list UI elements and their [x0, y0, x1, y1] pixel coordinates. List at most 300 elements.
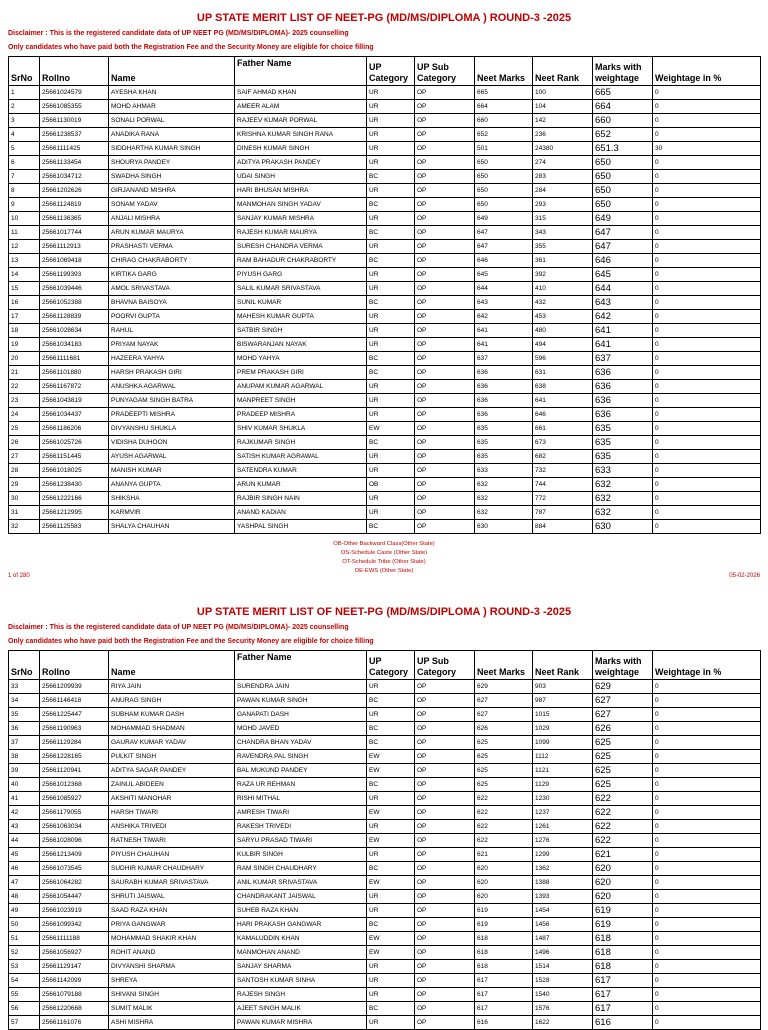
cell-srno: 15 — [9, 282, 40, 296]
table-row — [9, 974, 761, 988]
cell-up-category: EW — [367, 422, 415, 436]
cell-up-category: UR — [367, 960, 415, 974]
cell-weightage: 0 — [653, 296, 761, 310]
cell-rollno: 25661161076 — [40, 1016, 109, 1030]
cell-rollno: 25661130019 — [40, 114, 109, 128]
cell-name: SUDHIR KUMAR CHAUDHARY — [109, 862, 235, 876]
cell-neet-marks: 636 — [475, 366, 533, 380]
cell-name: PRADEEPTI MISHRA — [109, 408, 235, 422]
table-row — [9, 750, 761, 764]
cell-neet-rank: 1487 — [533, 932, 593, 946]
cell-rollno: 25661101880 — [40, 366, 109, 380]
cell-weightage: 0 — [653, 324, 761, 338]
cell-rollno: 25661056927 — [40, 946, 109, 960]
disclaimer-text: Disclaimer : This is the registered candidate data of UP NEET PG (MD/MS/DIPLOMA)- 2025 counselling — [8, 30, 349, 37]
cell-neet-marks: 622 — [475, 806, 533, 820]
merit-table — [8, 56, 761, 534]
table-row — [9, 478, 761, 492]
cell-name: SONAM YADAV — [109, 198, 235, 212]
cell-srno: 35 — [9, 708, 40, 722]
cell-neet-marks: 636 — [475, 380, 533, 394]
cell-up-category: BC — [367, 1002, 415, 1016]
cell-up-category: UR — [367, 268, 415, 282]
cell-father-name: RAVENDRA PAL SINGH — [235, 750, 367, 764]
table-row — [9, 170, 761, 184]
legend-item: OT-Schedule Tribe (Other State) — [342, 559, 426, 565]
cell-rollno: 25661034183 — [40, 338, 109, 352]
cell-marks-with-weightage: 622 — [593, 820, 653, 834]
cell-up-sub-category: OP — [415, 380, 475, 394]
cell-father-name: AMEER ALAM — [235, 100, 367, 114]
cell-up-category: UR — [367, 408, 415, 422]
cell-up-sub-category: OP — [415, 198, 475, 212]
cell-neet-rank: 772 — [533, 492, 593, 506]
cell-father-name: RAZA UR REHMAN — [235, 778, 367, 792]
cell-neet-marks: 650 — [475, 156, 533, 170]
table-row — [9, 890, 761, 904]
cell-marks-with-weightage: 636 — [593, 380, 653, 394]
cell-srno: 3 — [9, 114, 40, 128]
cell-weightage: 0 — [653, 862, 761, 876]
cell-neet-rank: 1496 — [533, 946, 593, 960]
cell-name: AMOL SRIVASTAVA — [109, 282, 235, 296]
cell-neet-marks: 630 — [475, 520, 533, 534]
cell-neet-marks: 625 — [475, 764, 533, 778]
cell-marks-with-weightage: 620 — [593, 890, 653, 904]
header-neet-rank: Neet Rank — [533, 651, 593, 680]
cell-name: AYESHA KHAN — [109, 86, 235, 100]
table-row — [9, 226, 761, 240]
table-row — [9, 680, 761, 694]
table-row — [9, 1002, 761, 1016]
cell-marks-with-weightage: 637 — [593, 352, 653, 366]
legend-item: OE-EWS (Other State) — [354, 568, 414, 574]
cell-name: ARUN KUMAR MAURYA — [109, 226, 235, 240]
cell-neet-marks: 650 — [475, 198, 533, 212]
cell-rollno: 25661112913 — [40, 240, 109, 254]
cell-father-name: AMRESH TIWARI — [235, 806, 367, 820]
cell-weightage: 0 — [653, 918, 761, 932]
header-up-category — [367, 651, 415, 680]
header-marks-w-line2: weightage — [595, 73, 640, 83]
cell-weightage: 0 — [653, 778, 761, 792]
table-row — [9, 114, 761, 128]
cell-neet-marks: 621 — [475, 848, 533, 862]
cell-up-sub-category: OP — [415, 520, 475, 534]
cell-up-sub-category: OP — [415, 946, 475, 960]
cell-up-category: BC — [367, 694, 415, 708]
cell-marks-with-weightage: 650 — [593, 170, 653, 184]
header-up-sub-line1: UP Sub — [417, 62, 449, 72]
cell-up-sub-category: OP — [415, 960, 475, 974]
cell-neet-marks: 642 — [475, 310, 533, 324]
cell-name: PULKIT SINGH — [109, 750, 235, 764]
table-row — [9, 1016, 761, 1030]
cell-name: DIVYANSHI SHARMA — [109, 960, 235, 974]
cell-name: SUBHAM KUMAR DASH — [109, 708, 235, 722]
cell-name: PRIYA GANGWAR — [109, 918, 235, 932]
cell-up-category: UR — [367, 184, 415, 198]
cell-rollno: 25661073545 — [40, 862, 109, 876]
cell-neet-marks: 632 — [475, 478, 533, 492]
cell-up-category: BC — [367, 436, 415, 450]
cell-marks-with-weightage: 646 — [593, 254, 653, 268]
cell-neet-marks: 635 — [475, 422, 533, 436]
table-row — [9, 764, 761, 778]
table-row — [9, 282, 761, 296]
cell-neet-rank: 1129 — [533, 778, 593, 792]
cell-marks-with-weightage: 665 — [593, 86, 653, 100]
cell-neet-marks: 632 — [475, 492, 533, 506]
cell-neet-rank: 596 — [533, 352, 593, 366]
cell-neet-rank: 1576 — [533, 1002, 593, 1016]
cell-rollno: 25661151445 — [40, 450, 109, 464]
cell-marks-with-weightage: 650 — [593, 198, 653, 212]
cell-name: HAZEERA YAHYA — [109, 352, 235, 366]
cell-marks-with-weightage: 627 — [593, 694, 653, 708]
cell-up-sub-category: OP — [415, 932, 475, 946]
cell-neet-marks: 647 — [475, 226, 533, 240]
page-number: 1 of 280 — [8, 573, 30, 579]
cell-name: CHIRAG CHAKRABORTY — [109, 254, 235, 268]
header-up-sub-line2: Category — [417, 667, 457, 677]
cell-srno: 43 — [9, 820, 40, 834]
cell-name: ANUSHKA AGARWAL — [109, 380, 235, 394]
cell-name: PIYUSH CHAUHAN — [109, 848, 235, 862]
cell-father-name: YASHPAL SINGH — [235, 520, 367, 534]
cell-father-name: SATENDRA KUMAR — [235, 464, 367, 478]
cell-neet-marks: 617 — [475, 974, 533, 988]
cell-srno: 42 — [9, 806, 40, 820]
cell-name: ANADIKA RANA — [109, 128, 235, 142]
cell-srno: 27 — [9, 450, 40, 464]
header-marks-with-weightage — [593, 57, 653, 86]
cell-neet-rank: 1230 — [533, 792, 593, 806]
cell-neet-marks: 632 — [475, 506, 533, 520]
cell-weightage: 0 — [653, 254, 761, 268]
cell-neet-rank: 24380 — [533, 142, 593, 156]
cell-marks-with-weightage: 642 — [593, 310, 653, 324]
cell-rollno: 25661028096 — [40, 834, 109, 848]
cell-marks-with-weightage: 622 — [593, 806, 653, 820]
cell-neet-marks: 626 — [475, 722, 533, 736]
cell-weightage: 0 — [653, 170, 761, 184]
cell-up-category: UR — [367, 464, 415, 478]
header-up-sub-line2: Category — [417, 73, 457, 83]
header-marks-w-line1: Marks with — [595, 656, 642, 666]
cell-father-name: SURESH CHANDRA VERMA — [235, 240, 367, 254]
cell-rollno: 25661018025 — [40, 464, 109, 478]
header-rollno: Rollno — [40, 651, 109, 680]
cell-rollno: 25661199393 — [40, 268, 109, 282]
cell-srno: 10 — [9, 212, 40, 226]
cell-up-sub-category: OP — [415, 86, 475, 100]
cell-srno: 17 — [9, 310, 40, 324]
cell-name: SIDDHARTHA KUMAR SINGH — [109, 142, 235, 156]
cell-marks-with-weightage: 643 — [593, 296, 653, 310]
cell-rollno: 25661085355 — [40, 100, 109, 114]
cell-up-category: UR — [367, 848, 415, 862]
cell-srno: 13 — [9, 254, 40, 268]
cell-name: SHALYA CHAUHAN — [109, 520, 235, 534]
cell-neet-marks: 618 — [475, 932, 533, 946]
cell-marks-with-weightage: 650 — [593, 156, 653, 170]
cell-neet-rank: 682 — [533, 450, 593, 464]
cell-srno: 56 — [9, 1002, 40, 1016]
cell-father-name: ANUPAM KUMAR AGARWAL — [235, 380, 367, 394]
cell-neet-marks: 644 — [475, 282, 533, 296]
header-up-category-line1: UP — [369, 656, 382, 666]
table-row — [9, 86, 761, 100]
cell-up-sub-category: OP — [415, 156, 475, 170]
cell-neet-rank: 1276 — [533, 834, 593, 848]
table-row — [9, 492, 761, 506]
table-row — [9, 408, 761, 422]
cell-neet-marks: 625 — [475, 778, 533, 792]
cell-neet-rank: 100 — [533, 86, 593, 100]
cell-marks-with-weightage: 650 — [593, 184, 653, 198]
cell-neet-rank: 903 — [533, 680, 593, 694]
cell-weightage: 0 — [653, 806, 761, 820]
header-up-category-line1: UP — [369, 62, 382, 72]
cell-up-category: EW — [367, 750, 415, 764]
cell-rollno: 25661225447 — [40, 708, 109, 722]
cell-srno: 57 — [9, 1016, 40, 1030]
cell-weightage: 0 — [653, 408, 761, 422]
cell-neet-marks: 617 — [475, 988, 533, 1002]
cell-weightage: 0 — [653, 1016, 761, 1030]
cell-up-category: EW — [367, 834, 415, 848]
cell-neet-rank: 1112 — [533, 750, 593, 764]
cell-up-category: UR — [367, 680, 415, 694]
cell-up-sub-category: OP — [415, 806, 475, 820]
cell-up-category: UR — [367, 1016, 415, 1030]
header-name: Name — [109, 651, 235, 680]
cell-weightage: 0 — [653, 764, 761, 778]
cell-marks-with-weightage: 647 — [593, 240, 653, 254]
eligibility-note: Only candidates who have paid both the Registration Fee and the Security Money are eligible for choice filling — [8, 638, 374, 645]
header-neet-marks: Neet Marks — [475, 651, 533, 680]
cell-srno: 30 — [9, 492, 40, 506]
cell-neet-marks: 665 — [475, 86, 533, 100]
cell-father-name: ARUN KUMAR — [235, 478, 367, 492]
cell-father-name: SANJAY SHARMA — [235, 960, 367, 974]
cell-neet-marks: 620 — [475, 862, 533, 876]
cell-rollno: 25661024579 — [40, 86, 109, 100]
cell-father-name: CHANDRAKANT JAISWAL — [235, 890, 367, 904]
table-row — [9, 918, 761, 932]
cell-srno: 33 — [9, 680, 40, 694]
cell-name: RIYA JAIN — [109, 680, 235, 694]
table-header-row — [9, 57, 761, 86]
cell-rollno: 25661238537 — [40, 128, 109, 142]
header-up-category-line2: Category — [369, 73, 409, 83]
cell-name: SHIVANI SINGH — [109, 988, 235, 1002]
cell-rollno: 25661111425 — [40, 142, 109, 156]
cell-neet-marks: 649 — [475, 212, 533, 226]
cell-neet-rank: 315 — [533, 212, 593, 226]
cell-name: AYUSH AGARWAL — [109, 450, 235, 464]
cell-father-name: SUNIL KUMAR — [235, 296, 367, 310]
cell-srno: 29 — [9, 478, 40, 492]
header-up-sub-category — [415, 57, 475, 86]
table-row — [9, 184, 761, 198]
cell-srno: 46 — [9, 862, 40, 876]
cell-srno: 4 — [9, 128, 40, 142]
cell-neet-marks: 620 — [475, 890, 533, 904]
legend-item: OB-Other Backward Class(Other State) — [333, 541, 435, 547]
cell-neet-marks: 652 — [475, 128, 533, 142]
cell-neet-rank: 1622 — [533, 1016, 593, 1030]
cell-father-name: MANMOHAN SINGH YADAV — [235, 198, 367, 212]
cell-neet-rank: 343 — [533, 226, 593, 240]
cell-name: ADITYA SAGAR PANDEY — [109, 764, 235, 778]
header-marks-w-line2: weightage — [595, 667, 640, 677]
cell-father-name: SATISH KUMAR AGRAWAL — [235, 450, 367, 464]
table-row — [9, 736, 761, 750]
cell-rollno: 25661129284 — [40, 736, 109, 750]
cell-up-sub-category: OP — [415, 324, 475, 338]
cell-neet-rank: 787 — [533, 506, 593, 520]
cell-father-name: RAJESH KUMAR MAURYA — [235, 226, 367, 240]
cell-up-category: BC — [367, 254, 415, 268]
cell-neet-marks: 616 — [475, 1016, 533, 1030]
cell-up-category: EW — [367, 806, 415, 820]
cell-rollno: 25661228165 — [40, 750, 109, 764]
cell-up-sub-category: OP — [415, 918, 475, 932]
cell-father-name: ANIL KUMAR SRIVASTAVA — [235, 876, 367, 890]
cell-up-sub-category: OP — [415, 184, 475, 198]
cell-father-name: RAJBIR SINGH NAIN — [235, 492, 367, 506]
cell-weightage: 0 — [653, 834, 761, 848]
cell-neet-marks: 637 — [475, 352, 533, 366]
cell-neet-marks: 635 — [475, 436, 533, 450]
cell-father-name: RISHI MITHAL — [235, 792, 367, 806]
cell-weightage: 0 — [653, 988, 761, 1002]
header-up-category — [367, 57, 415, 86]
cell-srno: 45 — [9, 848, 40, 862]
cell-up-category: UR — [367, 156, 415, 170]
cell-neet-rank: 480 — [533, 324, 593, 338]
cell-rollno: 25661120941 — [40, 764, 109, 778]
cell-srno: 26 — [9, 436, 40, 450]
cell-weightage: 0 — [653, 114, 761, 128]
cell-neet-rank: 641 — [533, 394, 593, 408]
cell-srno: 32 — [9, 520, 40, 534]
cell-father-name: BISWARANJAN NAYAK — [235, 338, 367, 352]
cell-father-name: PIYUSH GARG — [235, 268, 367, 282]
cell-neet-rank: 1393 — [533, 890, 593, 904]
cell-father-name: GANAPATI DASH — [235, 708, 367, 722]
cell-neet-marks: 641 — [475, 324, 533, 338]
cell-weightage: 0 — [653, 890, 761, 904]
table-row — [9, 296, 761, 310]
cell-marks-with-weightage: 635 — [593, 436, 653, 450]
cell-rollno: 25661209939 — [40, 680, 109, 694]
cell-up-category: BC — [367, 918, 415, 932]
cell-marks-with-weightage: 618 — [593, 946, 653, 960]
cell-rollno: 25661202626 — [40, 184, 109, 198]
cell-up-sub-category: OP — [415, 296, 475, 310]
cell-marks-with-weightage: 620 — [593, 862, 653, 876]
cell-up-sub-category: OP — [415, 226, 475, 240]
cell-neet-rank: 410 — [533, 282, 593, 296]
cell-up-category: UR — [367, 820, 415, 834]
table-row — [9, 142, 761, 156]
cell-marks-with-weightage: 617 — [593, 1002, 653, 1016]
cell-weightage: 0 — [653, 156, 761, 170]
cell-marks-with-weightage: 618 — [593, 932, 653, 946]
cell-name: SUMIT MALIK — [109, 1002, 235, 1016]
cell-weightage: 0 — [653, 1002, 761, 1016]
cell-srno: 8 — [9, 184, 40, 198]
cell-rollno: 25661190963 — [40, 722, 109, 736]
table-row — [9, 932, 761, 946]
cell-name: PUNYAGAM SINGH BATRA — [109, 394, 235, 408]
cell-marks-with-weightage: 647 — [593, 226, 653, 240]
cell-name: DIVYANSHU SHUKLA — [109, 422, 235, 436]
cell-weightage: 0 — [653, 184, 761, 198]
cell-name: SHIKSHA — [109, 492, 235, 506]
cell-father-name: SARYU PRASAD TIWARI — [235, 834, 367, 848]
cell-srno: 50 — [9, 918, 40, 932]
cell-up-sub-category: OP — [415, 450, 475, 464]
table-row — [9, 806, 761, 820]
cell-rollno: 25661213409 — [40, 848, 109, 862]
cell-up-category: BC — [367, 862, 415, 876]
cell-rollno: 25661142099 — [40, 974, 109, 988]
cell-marks-with-weightage: 617 — [593, 974, 653, 988]
cell-neet-marks: 635 — [475, 450, 533, 464]
cell-neet-marks: 622 — [475, 792, 533, 806]
cell-up-sub-category: OP — [415, 366, 475, 380]
cell-rollno: 25661028634 — [40, 324, 109, 338]
cell-weightage: 0 — [653, 904, 761, 918]
table-row — [9, 506, 761, 520]
table-row — [9, 778, 761, 792]
cell-name: ROHIT ANAND — [109, 946, 235, 960]
cell-weightage: 0 — [653, 464, 761, 478]
cell-up-category: BC — [367, 296, 415, 310]
cell-father-name: HARI PRAKASH GANGWAR — [235, 918, 367, 932]
cell-up-sub-category: OP — [415, 282, 475, 296]
cell-father-name: SALIL KUMAR SRIVASTAVA — [235, 282, 367, 296]
cell-up-sub-category: OP — [415, 904, 475, 918]
cell-srno: 5 — [9, 142, 40, 156]
cell-rollno: 25661111188 — [40, 932, 109, 946]
cell-father-name: MANPREET SINGH — [235, 394, 367, 408]
cell-srno: 47 — [9, 876, 40, 890]
cell-father-name: SURENDRA JAIN — [235, 680, 367, 694]
cell-neet-marks: 629 — [475, 680, 533, 694]
cell-father-name: KAMALUDDIN KHAN — [235, 932, 367, 946]
cell-weightage: 0 — [653, 212, 761, 226]
cell-rollno: 25661179055 — [40, 806, 109, 820]
cell-father-name: ADITYA PRAKASH PANDEY — [235, 156, 367, 170]
cell-up-sub-category: OP — [415, 240, 475, 254]
cell-up-category: UR — [367, 240, 415, 254]
cell-neet-marks: 650 — [475, 170, 533, 184]
cell-name: RATNESH TIWARI — [109, 834, 235, 848]
cell-neet-rank: 1514 — [533, 960, 593, 974]
cell-marks-with-weightage: 622 — [593, 834, 653, 848]
cell-marks-with-weightage: 632 — [593, 492, 653, 506]
cell-up-category: UR — [367, 890, 415, 904]
cell-marks-with-weightage: 633 — [593, 464, 653, 478]
cell-rollno: 25661043819 — [40, 394, 109, 408]
cell-srno: 25 — [9, 422, 40, 436]
cell-name: HARSH TIWARI — [109, 806, 235, 820]
